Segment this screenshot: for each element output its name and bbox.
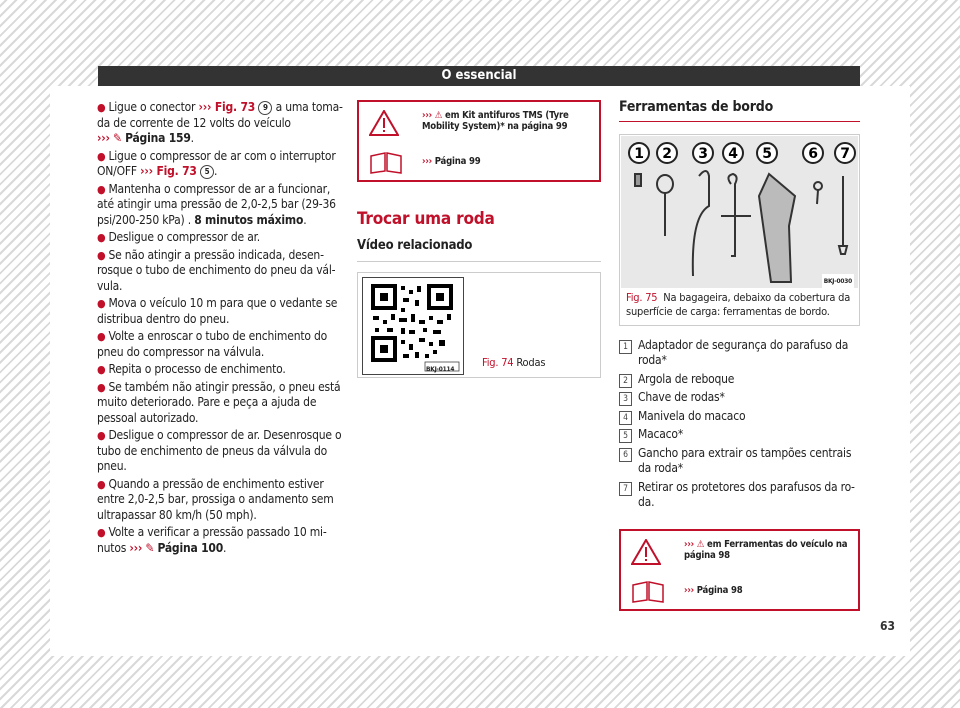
list-item: ● Mova o veículo 10 m para que o vedante se distribua dentro do pneu. — [97, 296, 338, 326]
page-link[interactable]: Página 99 — [434, 156, 481, 167]
tools-column — [619, 100, 860, 611]
tools-figure — [619, 134, 860, 326]
instructions-column — [97, 100, 345, 558]
section-title: Trocar uma roda — [357, 209, 495, 229]
figure-caption: Fig. 75 Na bagageira, debaixo da cobertura da superfície de carga: ferramentas de bordo. — [626, 290, 851, 318]
list-item: ● Volte a verificar a pressão passado 10 minutos ››› ✎ Página 100. — [97, 525, 327, 555]
list-item: 5 Macaco* — [619, 427, 860, 443]
page-link[interactable]: Página 98 — [696, 584, 743, 596]
callout-label-2: 2 — [662, 145, 672, 162]
book-icon — [631, 579, 665, 603]
fig-link[interactable]: ››› Fig. 73 — [140, 164, 197, 178]
warning-box: ››› ⚠ em Kit antifuros TMS (Tyre Mobility System)* na página 99 ››› Página 99 — [357, 100, 601, 182]
fig-link[interactable]: ››› Fig. 73 — [198, 100, 256, 114]
list-item: ● Repita o processo de enchimento. — [97, 362, 286, 376]
warning-box: ››› ⚠ em Ferramentas do veículo na página 98 ››› Página 98 — [619, 529, 860, 611]
callout-label-3: 3 — [698, 145, 708, 162]
page-link[interactable]: Página 159 — [125, 131, 191, 145]
qr-code[interactable] — [362, 277, 464, 375]
list-item: ● Mantenha o compressor de ar a funcionar, até atingir uma pressão de 2,0-2,5 bar (29-36 psi/200-250 kPa) . 8 minutos máximo. — [97, 181, 336, 227]
list-item: 4 Manivela do macaco — [619, 409, 860, 425]
list-item: ● Desligue o compressor de ar. — [97, 230, 260, 244]
list-item: ● Se não atingir a pressão indicada, desenrosque o tubo de enchimento do pneu da válvula. — [97, 247, 336, 293]
list-item: 1 Adaptador de segurança do parafuso da roda* — [619, 338, 860, 369]
list-item: 7 Retirar os protetores dos parafusos da roda. — [619, 480, 860, 511]
warning-link[interactable]: em Ferramentas do veículo na página 98 — [684, 538, 848, 561]
page-link[interactable]: Página 100 — [157, 540, 224, 555]
section-title: Ferramentas de bordo — [619, 100, 860, 122]
manual-icon: ✎ — [112, 131, 122, 145]
middle-column — [357, 100, 601, 378]
list-item: 6 Gancho para extrair os tampões centrais da roda* — [619, 446, 860, 477]
figure-caption: Fig. 74 Rodas — [482, 356, 546, 369]
subsection-title: Vídeo relacionado — [357, 238, 601, 263]
qr-code-label: BKJ-0114 — [426, 365, 455, 373]
callout-label-4: 4 — [728, 145, 738, 162]
callout-label-5: 5 — [762, 145, 772, 162]
list-item: ● Ligue o conector ››› Fig. 73 9 a uma tomada de corrente de 12 volts do veículo ››› ✎ Página 159. — [97, 100, 343, 145]
page-header: O essencial — [98, 66, 860, 86]
list-item: ● Quando a pressão de enchimento estiver entre 2,0-2,5 bar, prossiga o andamento sem ultrapassar 80 km/h (50 mph). — [97, 476, 334, 522]
manual-icon: ✎ — [145, 540, 155, 555]
tools-list — [619, 338, 860, 511]
page-number: 63 — [880, 619, 896, 633]
warning-icon — [631, 539, 661, 565]
callout-label-6: 6 — [808, 145, 818, 162]
list-item: 2 Argola de reboque — [619, 372, 860, 388]
figure-code: BKJ-0030 — [822, 274, 854, 290]
list-item: ● Se também não atingir pressão, o pneu está muito deteriorado. Pare e peça a ajuda de pessoal autorizado. — [97, 379, 341, 425]
list-item: ● Volte a enroscar o tubo de enchimento do pneu do compressor na válvula. — [97, 329, 328, 359]
warning-link[interactable]: em Kit antifuros TMS (Tyre Mobility System)* na página 99 — [422, 110, 569, 132]
callout-label-7: 7 — [840, 145, 850, 162]
list-item: ● Ligue o compressor de ar com o interruptor ON/OFF ››› Fig. 73 5 . — [97, 148, 336, 178]
callout-label-1: 1 — [634, 145, 644, 162]
video-figure — [357, 272, 601, 378]
book-icon — [369, 150, 403, 174]
list-item: ● Desligue o compressor de ar. Desenrosque o tubo de enchimento de pneus da válvula do pneu. — [97, 428, 342, 473]
tools-illustration — [621, 136, 858, 288]
list-item: 3 Chave de rodas* — [619, 390, 860, 406]
warning-icon — [369, 110, 399, 136]
